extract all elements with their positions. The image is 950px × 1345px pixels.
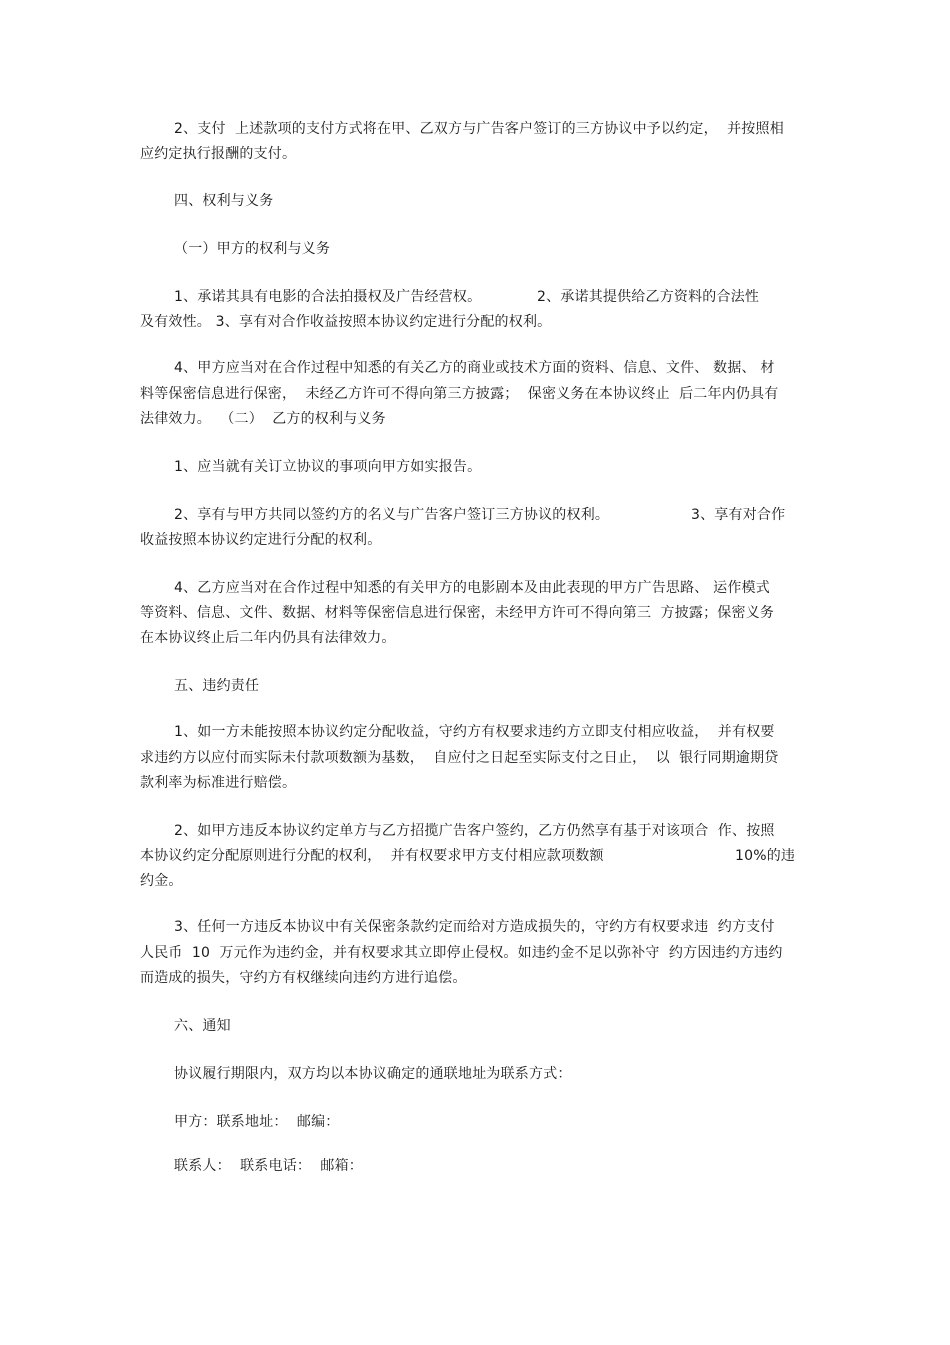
text-line: 10%的违 — [735, 848, 796, 864]
text-line: 求违约方以应付而实际未付款项数额为基数， 自应付之日起至实际支付之日止， 以 银行同期逾期贷 — [140, 750, 779, 766]
text-line: 及有效性。 3、享有对合作收益按照本协议约定进行分配的权利。 — [140, 314, 552, 330]
text-line: 料等保密信息进行保密， 未经乙方许可不得向第三方披露； 保密义务在本协议终止 后二年内仍具有 — [140, 386, 779, 402]
text-line: 1、如一方未能按照本协议约定分配收益，守约方有权要求违约方立即支付相应收益， 并有权要 — [174, 724, 775, 740]
section-heading: 五、违约责任 — [174, 678, 260, 694]
text-line: 1、承诺其具有电影的合法拍摄权及广告经营权。 — [174, 289, 482, 305]
text-line: 4、甲方应当对在合作过程中知悉的有关乙方的商业或技术方面的资料、信息、文件、 数据、 材 — [174, 360, 775, 376]
text-line: 2、如甲方违反本协议约定单方与乙方招揽广告客户签约，乙方仍然享有基于对该项合 作、按照 — [174, 823, 775, 839]
section-heading: 四、权利与义务 — [174, 193, 274, 209]
text-line: 2、支付 上述款项的支付方式将在甲、乙双方与广告客户签订的三方协议中予以约定， 并按照相 — [174, 121, 784, 137]
text-line: 1、应当就有关订立协议的事项向甲方如实报告。 — [174, 459, 482, 475]
subsection-heading: （一）甲方的权利与义务 — [174, 241, 331, 257]
text-line: 协议履行期限内，双方均以本协议确定的通联地址为联系方式： — [174, 1066, 572, 1082]
text-line: 本协议约定分配原则进行分配的权利， 并有权要求甲方支付相应款项数额 — [140, 848, 604, 864]
text-line: 2、享有与甲方共同以签约方的名义与广告客户签订三方协议的权利。 — [174, 507, 610, 523]
text-line: 等资料、信息、文件、数据、材料等保密信息进行保密，未经甲方许可不得向第三 方披露；保密义务 — [140, 605, 775, 621]
text-line: 3、享有对合作 — [691, 507, 786, 523]
text-line: 联系人： 联系电话： 邮箱： — [174, 1158, 363, 1174]
text-line: 甲方：联系地址： 邮编： — [174, 1114, 340, 1130]
text-line: 在本协议终止后二年内仍具有法律效力。 — [140, 630, 396, 646]
text-line: 2、承诺其提供给乙方资料的合法性 — [537, 289, 760, 305]
text-line: 款利率为标准进行赔偿。 — [140, 775, 297, 791]
text-line: 人民币 10 万元作为违约金，并有权要求其立即停止侵权。如违约金不足以弥补守 约方因违约方违约 — [140, 945, 783, 961]
text-line: 法律效力。 （二） 乙方的权利与义务 — [140, 411, 386, 427]
text-line: 4、乙方应当对在合作过程中知悉的有关甲方的电影剧本及由此表现的甲方广告思路、 运作模式 — [174, 580, 770, 596]
text-line: 应约定执行报酬的支付。 — [140, 146, 297, 162]
text-line: 而造成的损失，守约方有权继续向违约方进行追偿。 — [140, 970, 467, 986]
text-line: 3、任何一方违反本协议中有关保密条款约定而给对方造成损失的，守约方有权要求违 约方支付 — [174, 919, 775, 935]
text-line: 约金。 — [140, 873, 183, 889]
section-heading: 六、通知 — [174, 1018, 231, 1034]
text-line: 收益按照本协议约定进行分配的权利。 — [140, 532, 382, 548]
